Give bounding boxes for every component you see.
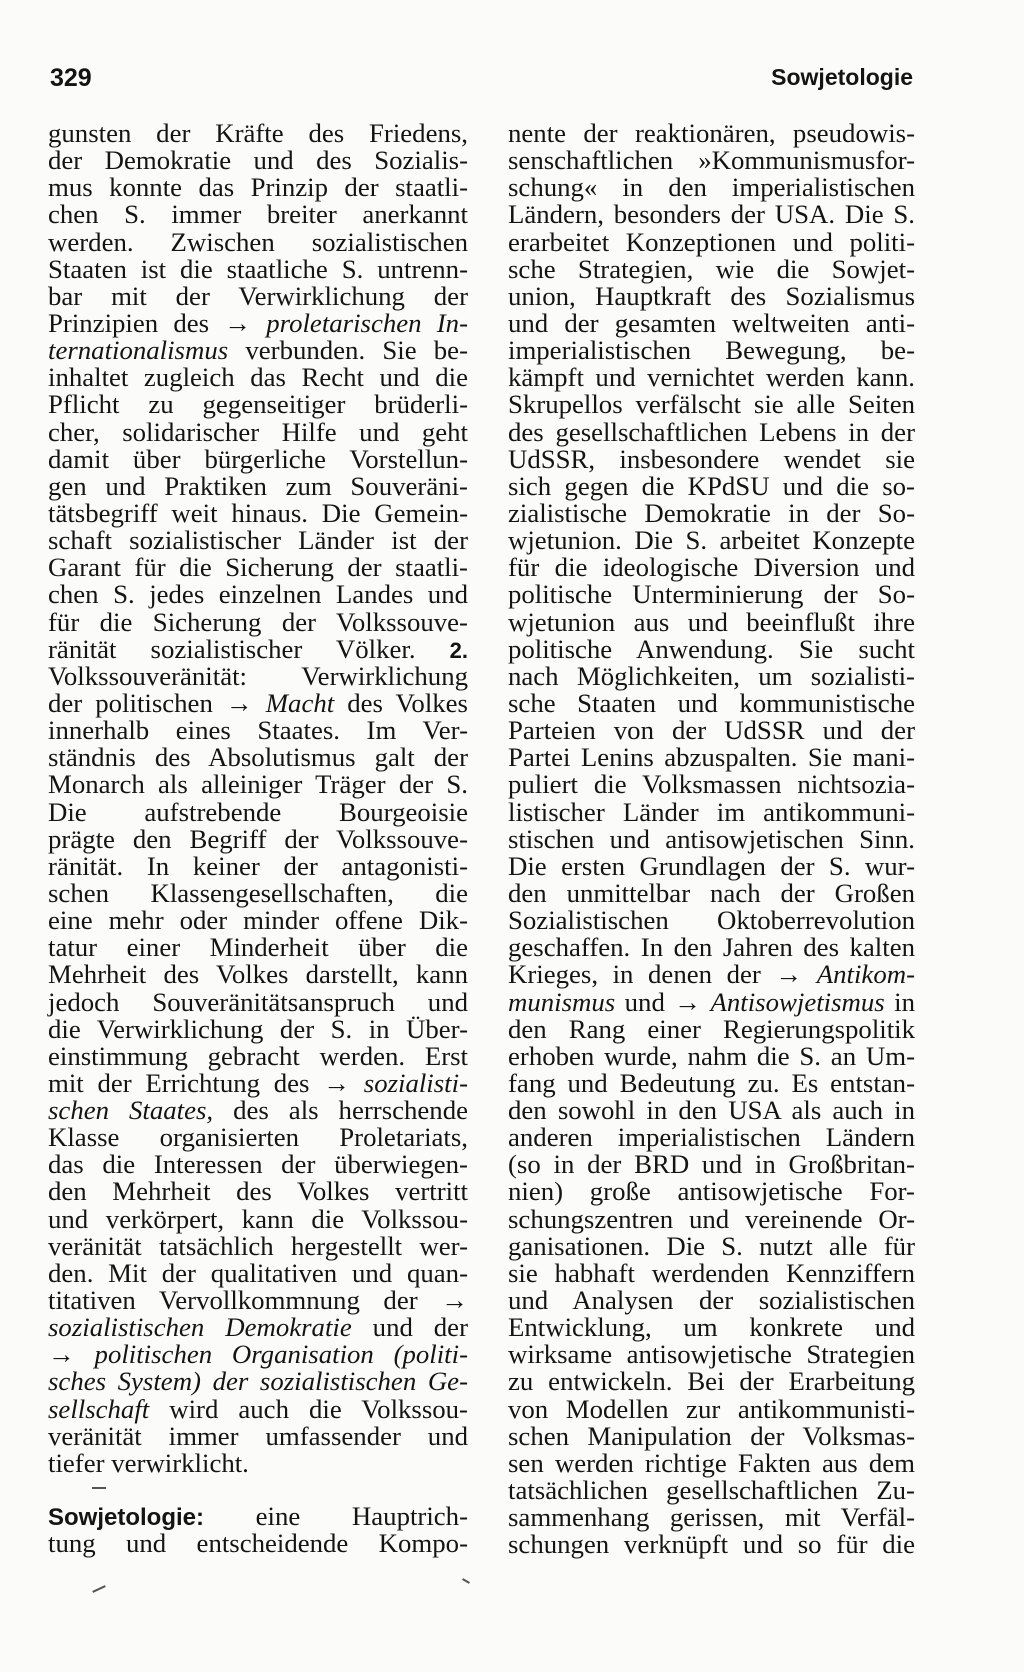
- text-line: [508, 1287, 915, 1314]
- text-line: [508, 850, 915, 881]
- text-run: sche Strategien, wie die Sowjet-: [508, 253, 915, 284]
- text-run: inhaltet zugleich das Recht und die: [48, 362, 468, 393]
- text-line: [48, 934, 468, 961]
- text-run: veränität immer umfassender und: [48, 1420, 468, 1451]
- text-line: [48, 1530, 468, 1557]
- text-run: Parteien von der UdSSR und der: [508, 715, 915, 746]
- text-line: [48, 633, 468, 664]
- text-run: werden. Zwischen sozialistischen: [48, 226, 468, 257]
- print-mark: [92, 1487, 106, 1489]
- text-run: des als herrschende: [213, 1095, 468, 1126]
- text-line: [48, 581, 468, 608]
- text-run: cher, solidarischer Hilfe und geht: [48, 416, 468, 447]
- text-line: [508, 1477, 915, 1504]
- text-line: [508, 934, 915, 961]
- text-run: senschaftlichen »Kommunismusfor-: [508, 145, 915, 176]
- text-line: [48, 850, 468, 881]
- text-line: [48, 416, 468, 447]
- text-line: [508, 961, 915, 988]
- text-line: [508, 717, 915, 744]
- text-line: [48, 497, 468, 528]
- text-run: schungszentren und vereinende Or-: [508, 1203, 915, 1234]
- text-line: [508, 1203, 915, 1234]
- italic-reference: sozialisti-: [363, 1067, 468, 1098]
- italic-reference: ternationalismus: [48, 335, 229, 366]
- text-line: [508, 226, 915, 257]
- text-line: [48, 470, 468, 501]
- text-line: [48, 391, 468, 418]
- text-run: jedoch Souveränitätsanspruch und: [48, 986, 468, 1017]
- text-run: veränität tatsächlich hergestellt wer-: [48, 1230, 468, 1261]
- text-line: [508, 147, 915, 174]
- print-mark: [462, 1578, 470, 1584]
- text-run: UdSSR, insbesondere wendet sie: [508, 443, 915, 474]
- text-line: [508, 1393, 915, 1424]
- text-run: Pflicht zu gegenseitiger brüderli-: [48, 389, 468, 420]
- text-run: schung« in den imperialistischen: [508, 172, 915, 203]
- text-run: (so in der BRD und in Großbritan-: [508, 1149, 915, 1180]
- text-line: [48, 1013, 468, 1044]
- text-run: sen werden richtige Fakten aus dem: [508, 1447, 915, 1478]
- text-line: [48, 1124, 468, 1151]
- text-line: [508, 877, 915, 908]
- print-mark: [92, 1585, 106, 1593]
- paragraph-gap: [48, 1477, 468, 1503]
- text-run: stischen und antisowjetischen Sinn.: [508, 823, 915, 854]
- text-line: [508, 1067, 915, 1098]
- right-column: [508, 120, 915, 1558]
- text-line: [508, 1230, 915, 1261]
- text-line: [48, 253, 468, 284]
- text-run: den sowohl in den USA als auch in: [508, 1095, 915, 1126]
- text-run: schungen verknüpft und so für die: [508, 1529, 915, 1560]
- text-run: den. Mit der qualitativen und quan-: [48, 1257, 468, 1288]
- text-line: [48, 877, 468, 908]
- italic-reference: → proletarischen In-: [224, 307, 468, 338]
- text-line: [48, 120, 468, 147]
- italic-reference: politischen Organisation (politi-: [94, 1339, 468, 1370]
- text-line: [508, 796, 915, 827]
- text-line: [48, 986, 468, 1017]
- text-run: für die Sicherung der Volkssouve-: [48, 606, 468, 637]
- text-run: erarbeitet Konzeptionen und politi-: [508, 226, 915, 257]
- text-run: damit über bürgerliche Vorstellun-: [48, 443, 468, 474]
- text-run: chen S. jedes einzelnen Landes und: [48, 579, 468, 610]
- text-run: eine Hauptrich-: [204, 1501, 468, 1532]
- text-run: gunsten der Kräfte des Friedens,: [48, 118, 468, 148]
- text-line: [48, 744, 468, 771]
- text-line: [48, 1287, 468, 1314]
- text-run: listischer Länder im antikommuni-: [508, 796, 915, 827]
- text-line: [508, 1013, 915, 1044]
- text-line: [508, 823, 915, 854]
- text-run: geschaffen. In den Jahren des kalten: [508, 932, 915, 963]
- text-run: Ländern, besonders der USA. Die S.: [508, 199, 915, 230]
- text-run: Die aufstrebende Bourgeoisie: [48, 796, 468, 827]
- text-line: [508, 470, 915, 501]
- text-run: politische Anwendung. Sie sucht: [508, 633, 915, 664]
- text-line: [508, 1151, 915, 1178]
- text-run: nach Möglichkeiten, um sozialisti-: [508, 660, 915, 691]
- text-line: [508, 744, 915, 771]
- text-line: [48, 1393, 468, 1424]
- italic-reference: sches System) der sozialistischen Ge-: [48, 1366, 468, 1397]
- text-run: den unmittelbar nach der Großen: [508, 877, 915, 908]
- text-run: innerhalb eines Staates. Im Ver-: [48, 715, 468, 746]
- italic-reference: sozialistischen Demokratie: [48, 1312, 352, 1343]
- text-run: schen Manipulation der Volksmas-: [508, 1420, 915, 1451]
- text-line: [48, 337, 468, 364]
- text-run: politische Unterminierung der So-: [508, 579, 915, 610]
- text-run: Skrupellos verfälscht sie alle Seiten: [508, 389, 915, 420]
- text-run: Garant für die Sicherung der staatli-: [48, 552, 468, 583]
- text-run: Volkssouveränität: Verwirklichung: [48, 660, 468, 691]
- text-run: fang und Bedeutung zu. Es entstan-: [508, 1067, 915, 1098]
- text-line: [508, 1314, 915, 1341]
- text-line: [48, 1203, 468, 1234]
- text-run: und Analysen der sozialistischen: [508, 1285, 915, 1316]
- text-run: Monarch als alleiniger Träger der S.: [48, 769, 468, 800]
- text-run: imperialistischen Bewegung, be-: [508, 335, 915, 366]
- text-run: nente der reaktionären, pseudowis-: [508, 118, 915, 148]
- text-line: [48, 226, 468, 257]
- text-line: [508, 633, 915, 664]
- text-line: [508, 497, 915, 528]
- italic-reference: Macht: [265, 687, 335, 718]
- text-line: [48, 307, 468, 338]
- italic-reference: sellschaft: [48, 1393, 150, 1424]
- text-line: [508, 120, 915, 147]
- text-run: eine mehr oder minder offene Dik-: [48, 905, 468, 936]
- text-run: die Verwirklichung der S. in Über-: [48, 1013, 468, 1044]
- text-run: der politischen →: [48, 687, 266, 718]
- text-run: sche Staaten und kommunistische: [508, 687, 915, 718]
- italic-reference: Antikom-: [816, 959, 915, 990]
- text-run: das die Interessen der überwiegen-: [48, 1149, 468, 1180]
- text-line: [48, 1447, 468, 1478]
- text-run: Krieges, in denen der →: [508, 959, 817, 990]
- text-run: chen S. immer breiter anerkannt: [48, 199, 468, 230]
- text-line: [48, 1503, 468, 1530]
- page-number: 329: [50, 64, 92, 92]
- text-run: von Modellen zur antikommunisti-: [508, 1393, 915, 1424]
- italic-reference: Antisowjetismus: [710, 986, 885, 1017]
- text-run: des Volkes: [334, 687, 468, 718]
- text-line: [508, 280, 915, 311]
- text-run: union, Hauptkraft des Sozialismus: [508, 280, 915, 311]
- italic-reference: schen Staates,: [48, 1095, 214, 1126]
- text-run: wjetunion. Die S. arbeitet Konzepte: [508, 525, 915, 556]
- text-run: ständnis des Absolutismus galt der: [48, 742, 468, 773]
- text-run: und der: [351, 1312, 468, 1343]
- text-line: [48, 364, 468, 391]
- text-line: [508, 253, 915, 284]
- text-line: [508, 1504, 915, 1531]
- text-run: prägte den Begriff der Volkssouve-: [48, 823, 468, 854]
- text-run: tung und entscheidende Kompo-: [48, 1528, 468, 1559]
- text-run: sammenhang gerissen, mit Verfäl-: [508, 1502, 915, 1533]
- text-line: [508, 907, 915, 934]
- text-line: [508, 554, 915, 581]
- text-run: tiefer verwirklicht.: [48, 1447, 249, 1478]
- text-run: bar mit der Verwirklichung der: [48, 280, 468, 311]
- text-line: [508, 416, 915, 447]
- text-run: schaft sozialistischer Länder ist der: [48, 525, 468, 556]
- text-run: anderen imperialistischen Ländern: [508, 1122, 915, 1153]
- text-line: [508, 1257, 915, 1288]
- text-run: Mehrheit des Volkes darstellt, kann: [48, 959, 468, 990]
- text-line: [508, 201, 915, 228]
- left-column: [48, 120, 468, 1557]
- text-line: [48, 1257, 468, 1288]
- text-line: [48, 443, 468, 474]
- text-run: Staaten ist die staatliche S. untrenn-: [48, 253, 468, 284]
- text-run: wjetunion aus und beeinflußt ihre: [508, 606, 915, 637]
- text-run: erhoben wurde, nahm die S. an Um-: [508, 1040, 915, 1071]
- text-run: titativen Vervollkommnung der →: [48, 1285, 468, 1316]
- text-line: [48, 1040, 468, 1071]
- text-run: wirksame antisowjetische Strategien: [508, 1339, 915, 1370]
- text-line: [508, 1447, 915, 1478]
- text-line: [508, 527, 915, 554]
- text-run: einstimmung gebracht werden. Erst: [48, 1040, 468, 1071]
- text-line: [48, 1178, 468, 1205]
- text-run: gen und Praktiken zum Souveräni-: [48, 470, 468, 501]
- text-line: [48, 961, 468, 988]
- text-run: Entwicklung, um konkrete und: [508, 1312, 915, 1343]
- text-line: [508, 443, 915, 474]
- text-line: [508, 337, 915, 364]
- text-line: [48, 796, 468, 827]
- running-head: Sowjetologie: [771, 64, 913, 90]
- text-line: [48, 1341, 468, 1368]
- page-header: [50, 64, 913, 98]
- text-run: und der gesamten weltweiten anti-: [508, 307, 915, 338]
- text-line: [48, 660, 468, 691]
- text-run: mit der Errichtung des →: [48, 1067, 364, 1098]
- text-run: sie habhaft werdenden Kennziffern: [508, 1257, 915, 1288]
- text-line: [48, 147, 468, 174]
- text-run: ganisationen. Die S. nutzt alle für: [508, 1230, 915, 1261]
- text-line: [508, 1097, 915, 1124]
- text-line: [508, 391, 915, 418]
- text-run: →: [48, 1339, 95, 1370]
- text-line: [508, 1040, 915, 1071]
- text-run: puliert die Volksmassen nichtsozia-: [508, 769, 915, 800]
- text-line: [508, 606, 915, 637]
- text-line: [508, 687, 915, 718]
- text-line: [508, 1420, 915, 1451]
- text-line: [48, 527, 468, 554]
- text-line: [48, 1097, 468, 1124]
- text-run: schen Klassengesellschaften, die: [48, 877, 468, 908]
- text-run: Sozialistischen Oktoberrevolution: [508, 905, 915, 936]
- text-run: in: [884, 986, 915, 1017]
- text-run: den Mehrheit des Volkes vertritt: [48, 1176, 468, 1207]
- text-line: [48, 1151, 468, 1178]
- text-run: des gesellschaftlichen Lebens in der: [508, 416, 915, 447]
- entry-headword: Sowjetologie:: [48, 1504, 204, 1532]
- text-run: nien) große antisowjetische For-: [508, 1176, 915, 1207]
- text-line: [508, 986, 915, 1017]
- text-line: [508, 174, 915, 201]
- text-run: für die ideologische Diversion und: [508, 552, 915, 583]
- text-run: und →: [615, 986, 711, 1017]
- text-run: den Rang einer Regierungspolitik: [508, 1013, 915, 1044]
- text-run: zu entwickeln. Bei der Erarbeitung: [508, 1366, 915, 1397]
- text-run: ränität. In keiner der antagonisti-: [48, 850, 468, 881]
- text-line: [48, 1420, 468, 1451]
- text-run: ränität sozialistischer Völker.: [48, 633, 450, 664]
- text-line: [48, 280, 468, 311]
- text-run: und verkörpert, kann die Volkssou-: [48, 1203, 468, 1234]
- italic-reference: munismus: [508, 986, 616, 1017]
- text-line: [508, 1368, 915, 1395]
- text-line: [48, 1230, 468, 1261]
- text-run: Prinzipien des: [48, 307, 225, 338]
- text-line: [48, 1067, 468, 1098]
- text-line: [508, 771, 915, 798]
- text-line: [48, 174, 468, 201]
- text-line: [508, 660, 915, 691]
- text-line: [48, 554, 468, 581]
- text-line: [48, 907, 468, 934]
- text-run: zialistische Demokratie in der So-: [508, 497, 915, 528]
- section-number: 2.: [449, 637, 468, 663]
- text-line: [48, 687, 468, 718]
- text-line: [508, 1178, 915, 1205]
- text-line: [508, 364, 915, 391]
- text-run: mus konnte das Prinzip der staatli-: [48, 172, 468, 203]
- text-run: der Demokratie und des Sozialis-: [48, 145, 468, 176]
- text-line: [48, 606, 468, 637]
- text-line: [508, 1341, 915, 1368]
- text-run: tatur einer Minderheit über die: [48, 932, 468, 963]
- text-line: [48, 771, 468, 798]
- text-run: sich gegen die KPdSU und die so-: [508, 470, 915, 501]
- text-line: [508, 1124, 915, 1151]
- text-line: [508, 581, 915, 608]
- text-run: Die ersten Grundlagen der S. wur-: [508, 850, 915, 881]
- text-run: kämpft und vernichtet werden kann.: [508, 362, 915, 393]
- text-run: Klasse organisierten Proletariats,: [48, 1122, 468, 1153]
- text-run: verbunden. Sie be-: [228, 335, 468, 366]
- text-run: tatsächlichen gesellschaftlichen Zu-: [508, 1475, 915, 1506]
- text-line: [48, 823, 468, 854]
- text-line: [48, 717, 468, 744]
- text-line: [48, 1314, 468, 1341]
- text-run: wird auch die Volkssou-: [149, 1393, 468, 1424]
- text-run: Partei Lenins abzuspalten. Sie mani-: [508, 742, 915, 773]
- text-run: tätsbegriff weit hinaus. Die Gemein-: [48, 497, 468, 528]
- text-line: [508, 1531, 915, 1558]
- text-line: [48, 201, 468, 228]
- text-line: [508, 307, 915, 338]
- text-line: [48, 1368, 468, 1395]
